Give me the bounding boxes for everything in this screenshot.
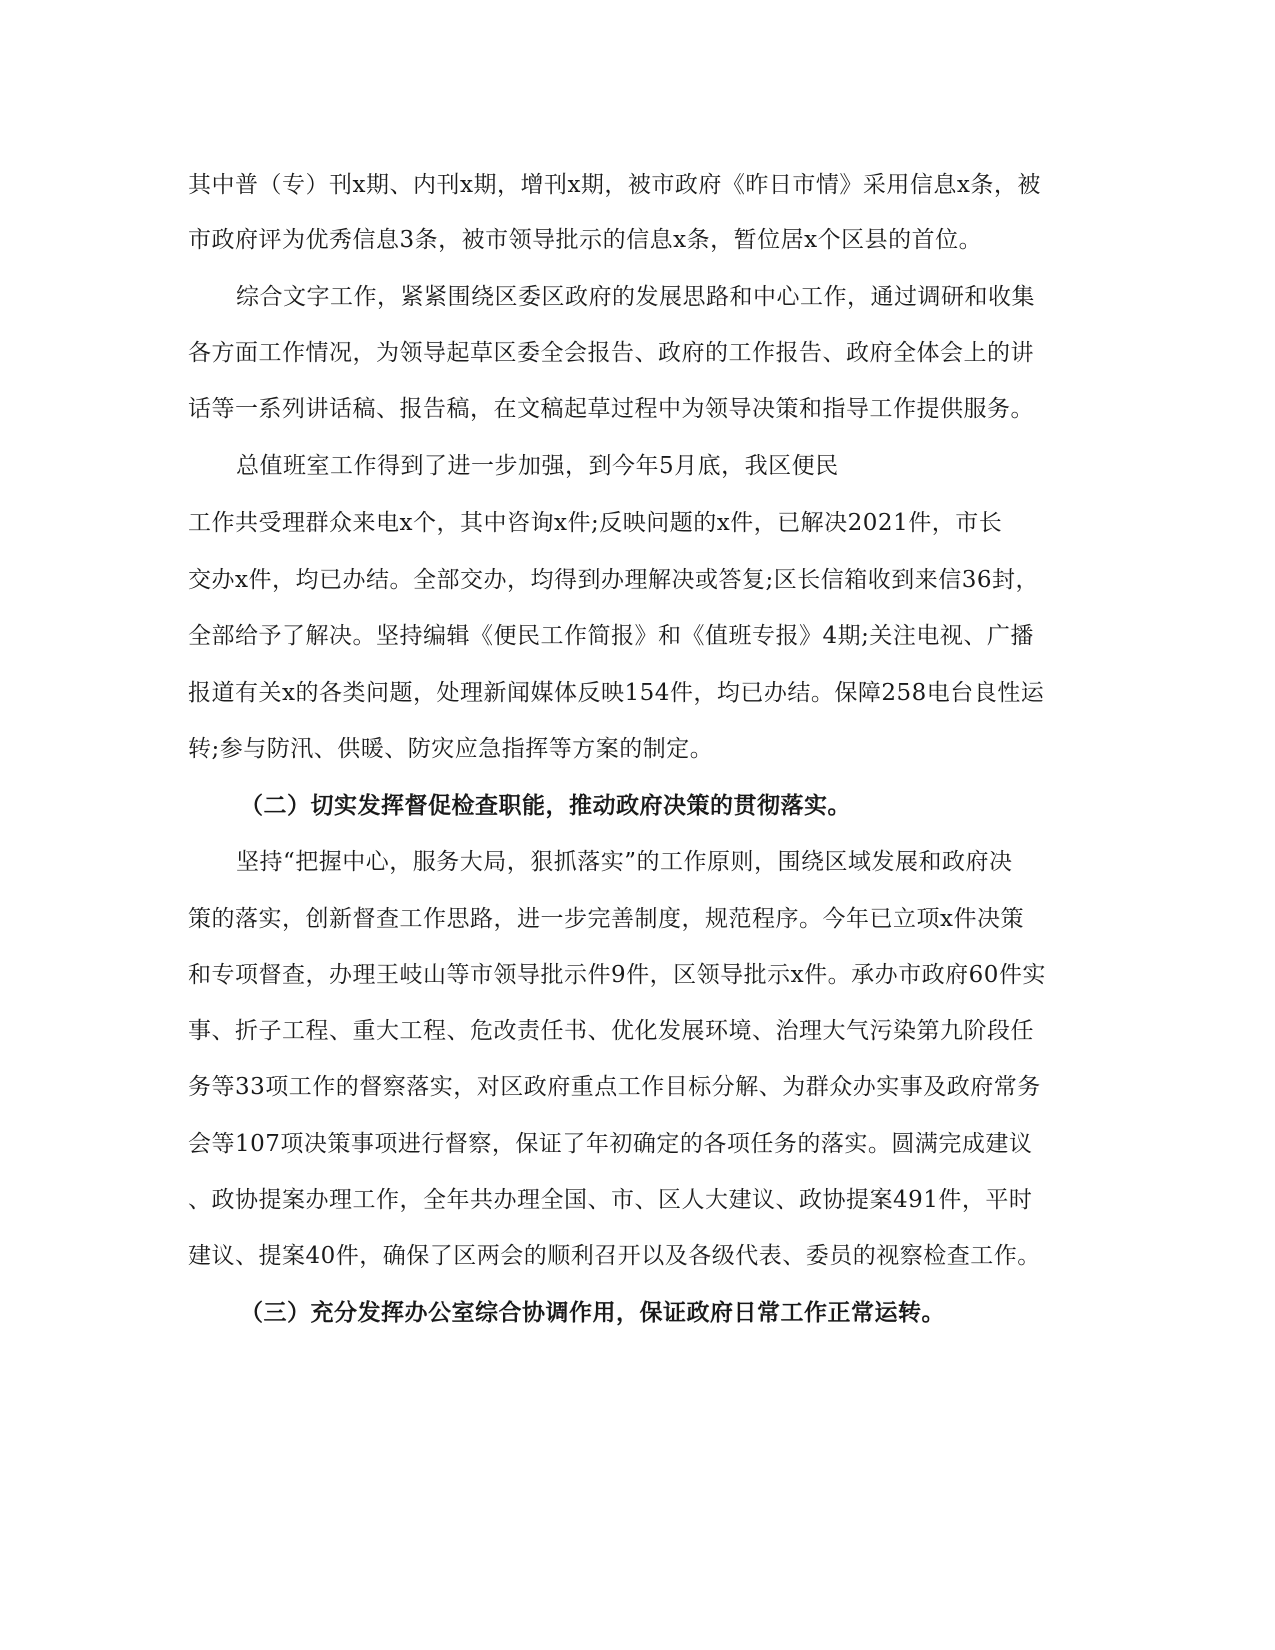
body-text-line: 事、折子工程、重大工程、危改责任书、优化发展环境、治理大气污染第九阶段任 [188,1018,1034,1044]
body-text-line: 会等107项决策事项进行督察，保证了年初确定的各项任务的落实。圆满完成建议 [188,1131,1033,1157]
body-text-line: 其中普（专）刊x期、内刊x期，增刊x期，被市政府《昨日市情》采用信息x条，被 [188,172,1041,198]
section-heading: （二）切实发挥督促检查职能，推动政府决策的贯彻落实。 [240,792,851,819]
body-text-line: 市政府评为优秀信息3条，被市领导批示的信息x条，暂位居x个区县的首位。 [188,227,983,253]
body-text-line: 话等一系列讲话稿、报告稿，在文稿起草过程中为领导决策和指导工作提供服务。 [188,396,1034,422]
body-text-line: 全部给予了解决。坚持编辑《便民工作简报》和《值班专报》4期;关注电视、广播 [188,623,1034,649]
body-text-line: 、政协提案办理工作，全年共办理全国、市、区人大建议、政协提案491件，平时 [188,1187,1033,1213]
body-text-line: 建议、提案40件，确保了区两会的顺利召开以及各级代表、委员的视察检查工作。 [188,1243,1041,1269]
section-heading: （三）充分发挥办公室综合协调作用，保证政府日常工作正常运转。 [240,1299,945,1326]
paragraph-start-line: 综合文字工作，紧紧围绕区委区政府的发展思路和中心工作，通过调研和收集 [236,284,1035,310]
body-text-line: 各方面工作情况，为领导起草区委全会报告、政府的工作报告、政府全体会上的讲 [188,340,1034,366]
body-text-line: 务等33项工作的督察落实，对区政府重点工作目标分解、为群众办实事及政府常务 [188,1074,1041,1100]
body-text-line: 和专项督查，办理王岐山等市领导批示件9件，区领导批示x件。承办市政府60件实 [188,962,1046,988]
paragraph-start-line: 坚持“把握中心，服务大局，狠抓落实”的工作原则，围绕区域发展和政府决 [236,849,1013,875]
body-text-line: 工作共受理群众来电x个，其中咨询x件;反映问题的x件，已解决2021件，市长 [188,510,1003,536]
body-text-line: 转;参与防汛、供暖、防灾应急指挥等方案的制定。 [188,736,714,762]
paragraph-start-line: 总值班室工作得到了进一步加强，到今年5月底，我区便民 [236,453,839,479]
body-text-line: 策的落实，创新督查工作思路，进一步完善制度，规范程序。今年已立项x件决策 [188,906,1024,932]
body-text-line: 报道有关x的各类问题，处理新闻媒体反映154件，均已办结。保障258电台良性运 [188,680,1045,706]
body-text-line: 交办x件，均已办结。全部交办，均得到办理解决或答复;区长信箱收到来信36封， [188,567,1039,593]
